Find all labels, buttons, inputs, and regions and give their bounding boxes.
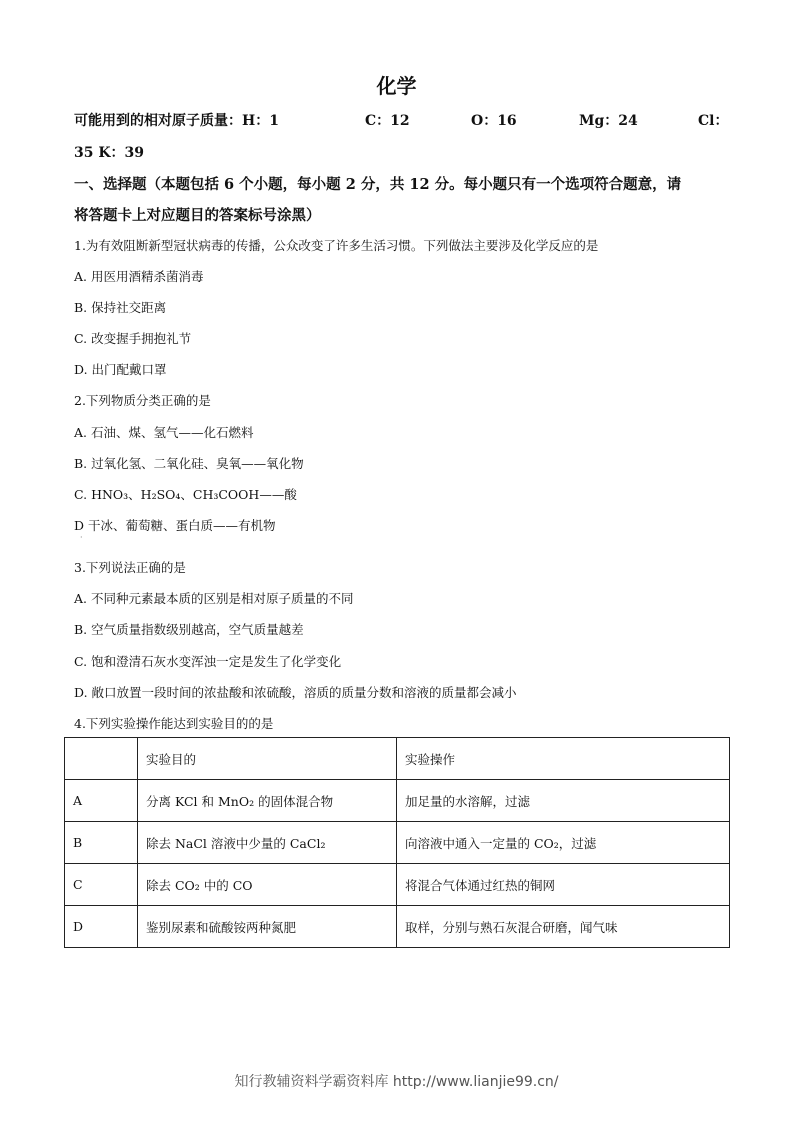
table-cell: 将混合气体通过红热的铜网 [397, 864, 730, 906]
table-cell: 除去 CO₂ 中的 CO [138, 864, 397, 906]
question-2-option-a: A. 石油、煤、氢气——化石燃料 [74, 425, 254, 440]
table-cell: 向溶液中通入一定量的 CO₂，过滤 [397, 822, 730, 864]
mass-h: 可能用到的相对原子质量：H：1 [74, 113, 279, 129]
table-row [65, 906, 730, 948]
question-3-option-a: A. 不同种元素最本质的区别是相对原子质量的不同 [74, 591, 354, 606]
table-cell: B [65, 822, 138, 864]
question-3-option-b: B. 空气质量指数级别越高，空气质量越差 [74, 622, 304, 637]
mass-mg: Mg：24 [579, 113, 638, 129]
table-header-cell: 实验目的 [138, 738, 397, 780]
table-cell: 分离 KCl 和 MnO₂ 的固体混合物 [138, 780, 397, 822]
question-3-option-c: C. 饱和澄清石灰水变浑浊一定是发生了化学变化 [74, 654, 342, 669]
question-1-option-b: B. 保持社交距离 [74, 300, 167, 315]
table-cell: 加足量的水溶解，过滤 [397, 780, 730, 822]
page-title: 化学 [376, 74, 417, 98]
table-header-cell: 实验操作 [397, 738, 730, 780]
table-cell: 鉴别尿素和硫酸铵两种氮肥 [138, 906, 397, 948]
table-row [65, 864, 730, 906]
question-1-option-a: A. 用医用酒精杀菌消毒 [74, 269, 204, 284]
question-4-stem: 4.下列实验操作能达到实验目的的是 [74, 716, 274, 731]
table-header-row [65, 738, 730, 780]
question-3-option-d: D. 敞口放置一段时间的浓盐酸和浓硫酸，溶质的质量分数和溶液的质量都会减小 [74, 685, 517, 700]
question-2-option-d: D 干冰、葡萄糖、蛋白质——有机物 [74, 518, 276, 533]
question-2-stem: 2.下列物质分类正确的是 [74, 393, 211, 408]
question-2-option-b: B. 过氧化氢、二氧化硅、臭氧——氧化物 [74, 456, 304, 471]
section-heading-2: 将答题卡上对应题目的答案标号涂黑） [74, 207, 321, 224]
question-2-option-c: C. HNO₃、H₂SO₄、CH₃COOH——酸 [74, 487, 297, 502]
mass-o: O：16 [471, 113, 517, 129]
table-cell: 取样，分别与熟石灰混合研磨，闻气味 [397, 906, 730, 948]
table-row [65, 822, 730, 864]
question-3-stem: 3.下列说法正确的是 [74, 560, 186, 575]
section-heading: 一、选择题（本题包括 6 个小题，每小题 2 分，共 12 分。每小题只有一个选项符合题意，请 [74, 176, 682, 193]
table-header-cell [65, 738, 138, 780]
mass-cl: Cl： [698, 113, 729, 129]
table-cell: C [65, 864, 138, 906]
experiment-table [64, 737, 730, 948]
mass-c: C：12 [365, 113, 410, 129]
table-cell: D [65, 906, 138, 948]
question-1-option-c: C. 改变握手拥抱礼节 [74, 331, 192, 346]
stray-dot: · [80, 533, 83, 542]
atomic-masses-line-2: 35 K：39 [74, 145, 145, 161]
footer-watermark: 知行教辅资料学霸资料库 http://www.lianjie99.cn/ [234, 1074, 559, 1090]
table-cell: 除去 NaCl 溶液中少量的 CaCl₂ [138, 822, 397, 864]
question-1-stem: 1.为有效阻断新型冠状病毒的传播，公众改变了许多生活习惯。下列做法主要涉及化学反应的是 [74, 238, 599, 253]
table-cell: A [65, 780, 138, 822]
table-row [65, 780, 730, 822]
question-1-option-d: D. 出门配戴口罩 [74, 362, 167, 377]
